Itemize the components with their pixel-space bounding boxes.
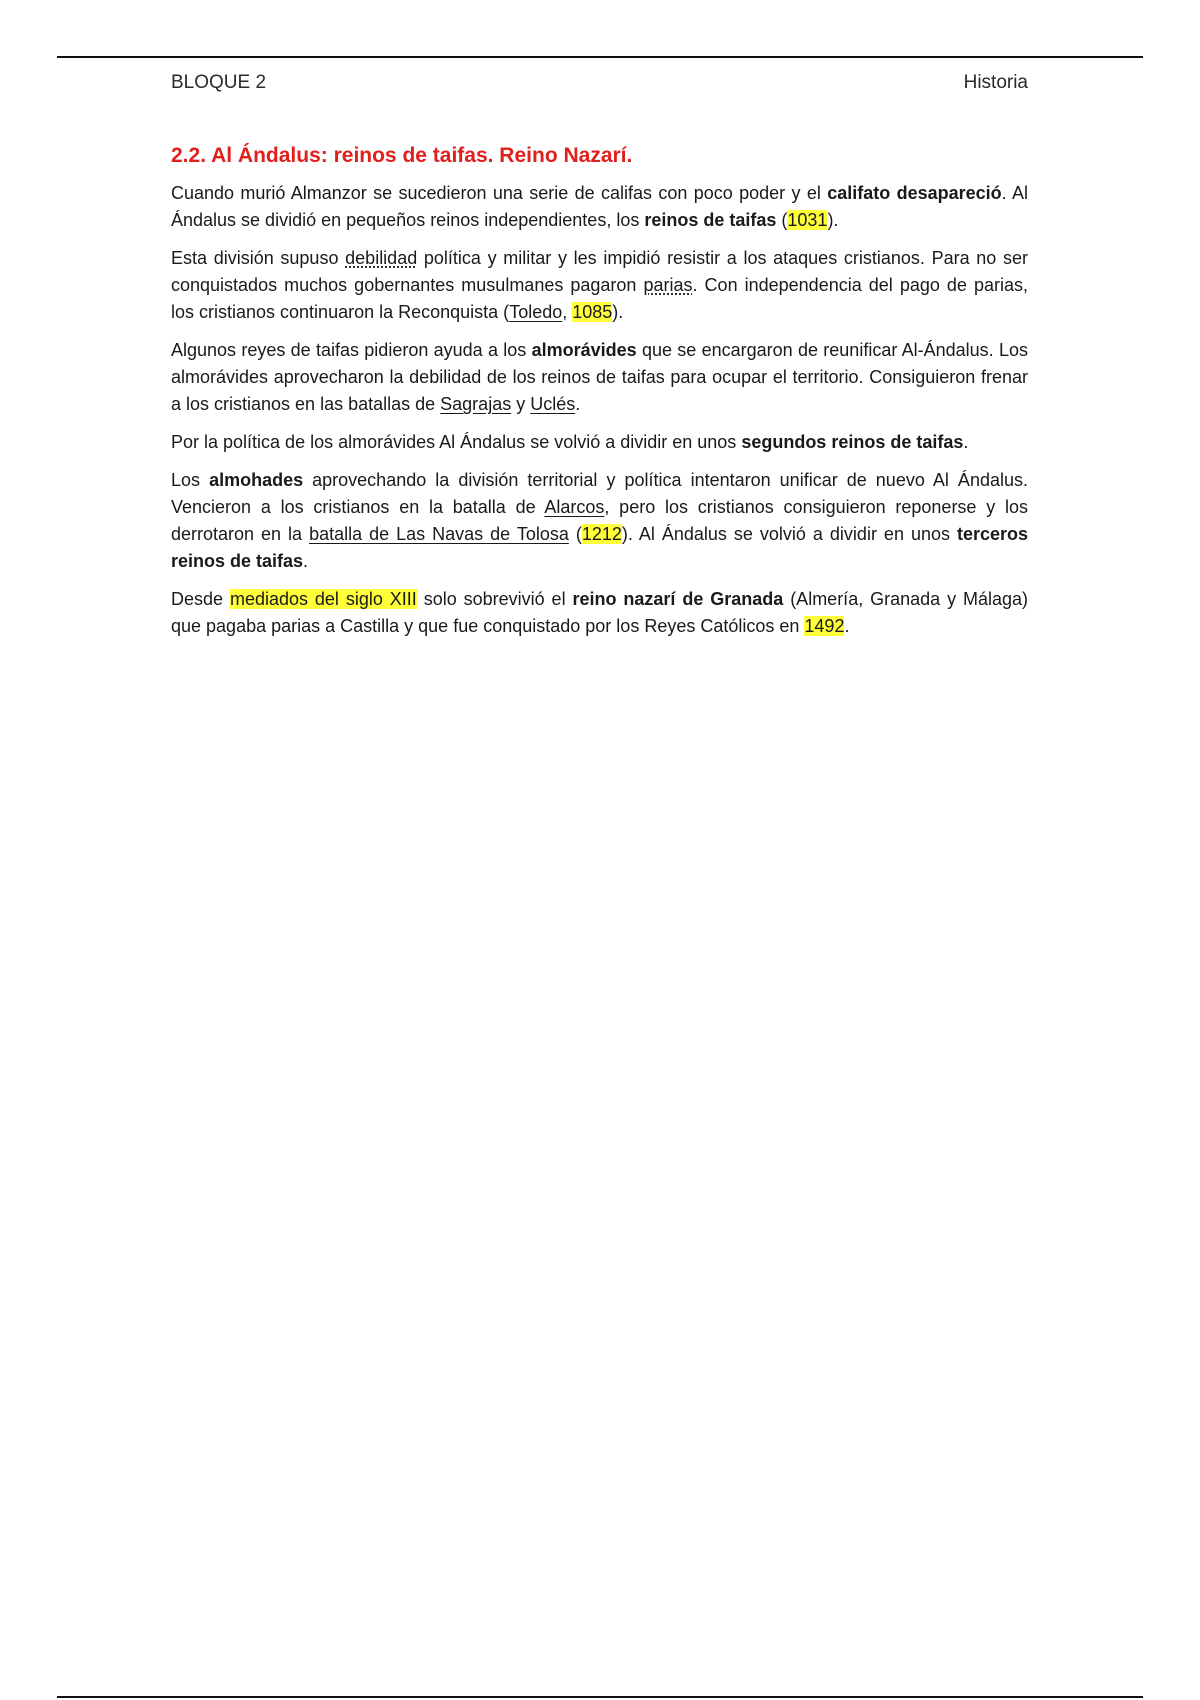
highlighted-date: 1492 <box>804 616 845 636</box>
text-run: Los <box>171 470 210 490</box>
text-run: ( <box>568 524 582 544</box>
text-run: Esta división supuso <box>171 248 346 268</box>
paragraph-3 <box>171 337 1028 418</box>
bold-term: reino nazarí de Granada <box>572 589 784 609</box>
text-run: . <box>963 432 969 452</box>
dotted-term: debilidad <box>345 248 418 268</box>
paragraph-5 <box>171 467 1028 575</box>
text-run: ). Al Ándalus se volvió a dividir en unos <box>621 524 957 544</box>
text-run: solo sobrevivió el <box>416 589 573 609</box>
highlighted-date: 1031 <box>787 210 828 230</box>
section-title: 2.2. Al Ándalus: reinos de taifas. Reino Nazarí. <box>171 144 633 167</box>
text-run: Por la política de los almorávides Al Ándalus se volvió a dividir en unos <box>171 432 742 452</box>
bold-term: almorávides <box>531 340 637 360</box>
text-run: , pero los cristianos consiguieron reponerse y los derrotaron en la <box>171 497 1028 544</box>
text-run: que se encargaron de reunificar Al-Ándalus. Los almorávides aprovecharon la debilidad de los reinos de taifas para ocupar el territorio. Consiguieron frenar a los cristianos en las batallas de <box>171 340 1028 414</box>
highlighted-date: 1212 <box>581 524 622 544</box>
document-body <box>171 144 1028 651</box>
bold-term: segundos reinos de taifas <box>741 432 964 452</box>
header-block-label: BLOQUE 2 <box>171 72 267 93</box>
text-run: y <box>511 394 531 414</box>
header-rule <box>57 56 1143 58</box>
header-subject-label: Historia <box>963 72 1028 93</box>
dotted-term: parias <box>643 275 693 295</box>
underlined-place: batalla de Las Navas de Tolosa <box>309 524 569 544</box>
paragraph-4 <box>171 429 1028 456</box>
text-run: Desde <box>171 589 230 609</box>
text-run: (Almería, Granada y Málaga) que pagaba parias a Castilla y que fue conquistado por los Reyes Católicos en <box>171 589 1028 636</box>
text-run: . <box>844 616 850 636</box>
text-run: ( <box>776 210 788 230</box>
text-run: ). <box>612 302 624 322</box>
bold-term: almohades <box>209 470 304 490</box>
paragraph-2 <box>171 245 1028 326</box>
bold-term: califato desapareció <box>827 183 1002 203</box>
text-run: Algunos reyes de taifas pidieron ayuda a los <box>171 340 532 360</box>
highlighted-period: mediados del siglo XIII <box>229 589 417 609</box>
bold-term: terceros reinos de taifas <box>171 524 1029 571</box>
text-run: . <box>303 551 309 571</box>
text-run: . Al Ándalus se dividió en pequeños reinos independientes, los <box>171 183 1028 230</box>
text-run: Cuando murió Almanzor se sucedieron una serie de califas con poco poder y el <box>171 183 828 203</box>
text-run: aprovechando la división territorial y política intentaron unificar de nuevo Al Ándalus. Vencieron a los cristianos en la batalla de <box>171 470 1028 517</box>
text-run: política y militar y les impidió resistir a los ataques cristianos. Para no ser conquistados muchos gobernantes musulmanes pagaron <box>171 248 1029 295</box>
footer-rule <box>57 1696 1143 1698</box>
underlined-place: Alarcos <box>544 497 605 517</box>
paragraph-1 <box>171 180 1028 234</box>
text-run: , <box>562 302 573 322</box>
underlined-place: Toledo <box>509 302 563 322</box>
text-run: . <box>575 394 581 414</box>
underlined-place: Sagrajas <box>440 394 512 414</box>
underlined-place: Uclés <box>530 394 576 414</box>
text-run: ). <box>827 210 839 230</box>
highlighted-date: 1085 <box>572 302 613 322</box>
bold-term: reinos de taifas <box>644 210 777 230</box>
page-header <box>171 72 1028 94</box>
text-run: . Con independencia del pago de parias, los cristianos continuaron la Reconquista ( <box>171 275 1028 322</box>
paragraph-6 <box>171 586 1028 640</box>
